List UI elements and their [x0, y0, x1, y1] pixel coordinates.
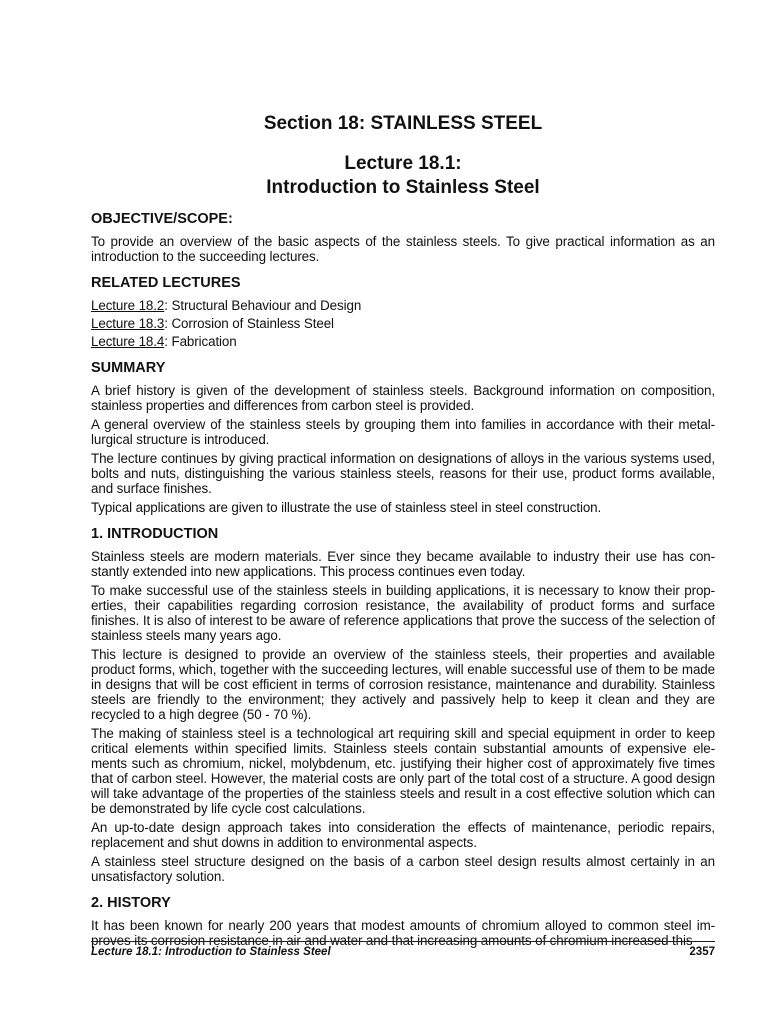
- summary-paragraph: Typical applications are given to illustrate the use of stainless steel in steel construction.: [91, 500, 602, 515]
- lecture-title: [91, 152, 715, 200]
- summary-heading: SUMMARY: [91, 360, 166, 376]
- related-lectures-list: [91, 298, 715, 349]
- related-item: Lecture 18.3: Corrosion of Stainless Steel: [91, 316, 334, 331]
- lecture-title-line-2: Introduction to Stainless Steel: [266, 177, 540, 198]
- introduction-heading: 1. INTRODUCTION: [91, 526, 219, 542]
- history-paragraph: It has been known for nearly 200 years that modest amounts of chromium alloyed to common steel im-proves its corrosion resistance in air and water and that increasing amounts of chromium increased this: [91, 918, 715, 948]
- lecture-title-line-1: Lecture 18.1:: [344, 153, 462, 174]
- introduction-paragraph: This lecture is designed to provide an overview of the stainless steels, their properties and available product forms, which, together with the succeeding lectures, will enable successful use of them to be made in designs that will be cost efficient in terms of corrosion resistance, maintenance and durability. Stainless steels are friendly to the environment; they actively and passively help to keep it clean and they are recycled to a high degree (50 - 70 %).: [91, 647, 715, 722]
- summary-paragraph: A brief history is given of the development of stainless steels. Background information on composition, stainless properties and differences from carbon steel is provided.: [91, 383, 715, 413]
- related-item: Lecture 18.4: Fabrication: [91, 334, 237, 349]
- summary-paragraph: A general overview of the stainless steels by grouping them into families in accordance with their metal-lurgical structure is introduced.: [91, 417, 715, 447]
- related-link[interactable]: Lecture 18.2: [91, 298, 165, 313]
- introduction-paragraph: Stainless steels are modern materials. Ever since they became available to industry their use has con-stantly extended into new applications. This process continues even today.: [91, 549, 715, 579]
- page-number: 2357: [689, 946, 715, 958]
- objective-heading: OBJECTIVE/SCOPE:: [91, 211, 233, 227]
- history-heading: 2. HISTORY: [91, 895, 171, 911]
- objective-text: To provide an overview of the basic aspects of the stainless steels. To give practical information as an introduction to the succeeding lectures.: [91, 234, 715, 264]
- footer-title: Lecture 18.1: Introduction to Stainless Steel: [91, 946, 331, 958]
- introduction-paragraph: To make successful use of the stainless steels in building applications, it is necessary to know their prop-erties, their capabilities regarding corrosion resistance, the availability of product forms and surface finishes. It is also of interest to be aware of reference applications that prove the success of the selection of stainless steels many years ago.: [91, 583, 715, 643]
- summary-paragraph: The lecture continues by giving practical information on designations of alloys in the various systems used, bolts and nuts, distinguishing the various stainless steels, reasons for their use, product forms available, and surface finishes.: [91, 451, 715, 496]
- introduction-paragraph: The making of stainless steel is a technological art requiring skill and special equipment in order to keep critical elements within specified limits. Stainless steels contain substantial amounts of expensive ele-ments such as chromium, nickel, molybdenum, etc. justifying their higher cost of approximately five times that of carbon steel. However, the material costs are only part of the total cost of a structure. A good design will take advantage of the properties of the stainless steels and result in a cost effective solution which can be demonstrated by life cycle cost calculations.: [91, 726, 715, 816]
- related-item: Lecture 18.2: Structural Behaviour and Design: [91, 298, 362, 313]
- related-heading: RELATED LECTURES: [91, 275, 241, 291]
- related-link[interactable]: Lecture 18.4: [91, 334, 165, 349]
- introduction-paragraph: A stainless steel structure designed on the basis of a carbon steel design results almost certainly in an unsatisfactory solution.: [91, 854, 715, 884]
- page-content: [91, 112, 715, 952]
- section-title: Section 18: STAINLESS STEEL: [263, 113, 543, 134]
- introduction-paragraph: An up-to-date design approach takes into consideration the effects of maintenance, periodic repairs, replacement and shut downs in addition to environmental aspects.: [91, 820, 715, 850]
- related-link[interactable]: Lecture 18.3: [91, 316, 165, 331]
- page-footer: [91, 941, 715, 958]
